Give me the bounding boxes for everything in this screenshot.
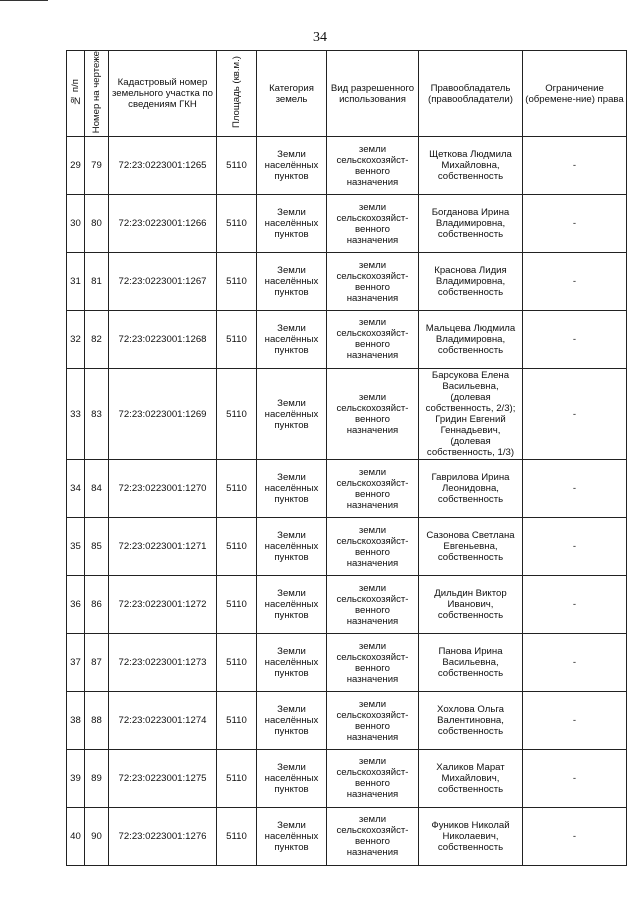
area-cell: 5110 — [217, 137, 257, 195]
table-row — [67, 460, 627, 518]
drawing-number-cell: 81 — [85, 253, 109, 311]
owner-cell: Барсукова Елена Васильевна, (долевая собственность, 2/3); Гридин Евгений Геннадьевич, (долевая собственность, 1/3) — [419, 368, 523, 459]
cadastral-number-cell: 72:23:0223001:1270 — [109, 460, 217, 518]
table-row — [67, 692, 627, 750]
area-cell: 5110 — [217, 576, 257, 634]
row-number-cell: 34 — [67, 460, 85, 518]
owner-cell: Панова Ирина Васильевна, собственность — [419, 634, 523, 692]
land-category-cell: Земли населённых пунктов — [257, 518, 327, 576]
table-row — [67, 137, 627, 195]
drawing-number-cell: 88 — [85, 692, 109, 750]
area-cell: 5110 — [217, 368, 257, 459]
row-number-cell: 31 — [67, 253, 85, 311]
owner-cell: Фуников Николай Николаевич, собственность — [419, 807, 523, 865]
row-number-cell: 40 — [67, 807, 85, 865]
area-cell: 5110 — [217, 750, 257, 808]
cadastral-number-cell: 72:23:0223001:1273 — [109, 634, 217, 692]
row-number-cell: 35 — [67, 518, 85, 576]
table-row — [67, 634, 627, 692]
land-category-cell: Земли населённых пунктов — [257, 750, 327, 808]
area-cell: 5110 — [217, 195, 257, 253]
permitted-use-cell: земли сельскохозяйст-венного назначения — [327, 518, 419, 576]
restriction-cell: - — [523, 807, 627, 865]
area-cell: 5110 — [217, 518, 257, 576]
restriction-cell: - — [523, 460, 627, 518]
drawing-number-cell: 86 — [85, 576, 109, 634]
restriction-cell: - — [523, 137, 627, 195]
land-category-cell: Земли населённых пунктов — [257, 195, 327, 253]
row-number-cell: 39 — [67, 750, 85, 808]
restriction-cell: - — [523, 311, 627, 369]
header-drawing-number: Номер на чертеже — [85, 51, 109, 137]
drawing-number-cell: 85 — [85, 518, 109, 576]
permitted-use-cell: земли сельскохозяйст-венного назначения — [327, 368, 419, 459]
cadastral-number-cell: 72:23:0223001:1269 — [109, 368, 217, 459]
table-row — [67, 807, 627, 865]
land-category-cell: Земли населённых пунктов — [257, 368, 327, 459]
area-cell: 5110 — [217, 253, 257, 311]
restriction-cell: - — [523, 518, 627, 576]
owner-cell: Мальцева Людмила Владимировна, собственность — [419, 311, 523, 369]
top-margin-rule — [0, 0, 48, 5]
cadastral-number-cell: 72:23:0223001:1272 — [109, 576, 217, 634]
restriction-cell: - — [523, 368, 627, 459]
land-category-cell: Земли населённых пунктов — [257, 576, 327, 634]
owner-cell: Гаврилова Ирина Леонидовна, собственность — [419, 460, 523, 518]
table-row — [67, 750, 627, 808]
area-cell: 5110 — [217, 311, 257, 369]
header-area: Площадь (кв.м.) — [217, 51, 257, 137]
drawing-number-cell: 82 — [85, 311, 109, 369]
row-number-cell: 29 — [67, 137, 85, 195]
drawing-number-cell: 89 — [85, 750, 109, 808]
drawing-number-cell: 87 — [85, 634, 109, 692]
permitted-use-cell: земли сельскохозяйст-венного назначения — [327, 195, 419, 253]
drawing-number-cell: 80 — [85, 195, 109, 253]
row-number-cell: 38 — [67, 692, 85, 750]
drawing-number-cell: 79 — [85, 137, 109, 195]
table-row — [67, 368, 627, 459]
restriction-cell: - — [523, 253, 627, 311]
row-number-cell: 37 — [67, 634, 85, 692]
row-number-cell: 30 — [67, 195, 85, 253]
owner-cell: Дильдин Виктор Иванович, собственность — [419, 576, 523, 634]
restriction-cell: - — [523, 692, 627, 750]
permitted-use-cell: земли сельскохозяйст-венного назначения — [327, 807, 419, 865]
permitted-use-cell: земли сельскохозяйст-венного назначения — [327, 137, 419, 195]
land-category-cell: Земли населённых пунктов — [257, 253, 327, 311]
area-cell: 5110 — [217, 692, 257, 750]
owner-cell: Халиков Марат Михайлович, собственность — [419, 750, 523, 808]
header-land-category: Категория земель — [257, 51, 327, 137]
land-category-cell: Земли населённых пунктов — [257, 634, 327, 692]
restriction-cell: - — [523, 750, 627, 808]
cadastral-number-cell: 72:23:0223001:1274 — [109, 692, 217, 750]
permitted-use-cell: земли сельскохозяйст-венного назначения — [327, 253, 419, 311]
cadastral-number-cell: 72:23:0223001:1265 — [109, 137, 217, 195]
header-number: № п/п — [67, 51, 85, 137]
page-number: 34 — [313, 30, 327, 45]
header-permitted-use: Вид разрешенного использования — [327, 51, 419, 137]
header-cadastral-number: Кадастровый номер земельного участка по сведениям ГКН — [109, 51, 217, 137]
cadastral-number-cell: 72:23:0223001:1276 — [109, 807, 217, 865]
drawing-number-cell: 83 — [85, 368, 109, 459]
owner-cell: Сазонова Светлана Евгеньевна, собственность — [419, 518, 523, 576]
permitted-use-cell: земли сельскохозяйст-венного назначения — [327, 311, 419, 369]
land-category-cell: Земли населённых пунктов — [257, 137, 327, 195]
area-cell: 5110 — [217, 460, 257, 518]
cadastral-number-cell: 72:23:0223001:1267 — [109, 253, 217, 311]
restriction-cell: - — [523, 634, 627, 692]
cadastral-number-cell: 72:23:0223001:1266 — [109, 195, 217, 253]
permitted-use-cell: земли сельскохозяйст-венного назначения — [327, 460, 419, 518]
row-number-cell: 32 — [67, 311, 85, 369]
cadastral-number-cell: 72:23:0223001:1268 — [109, 311, 217, 369]
cadastral-number-cell: 72:23:0223001:1275 — [109, 750, 217, 808]
row-number-cell: 33 — [67, 368, 85, 459]
land-category-cell: Земли населённых пунктов — [257, 807, 327, 865]
table-header-row — [67, 51, 627, 137]
owner-cell: Краснова Лидия Владимировна, собственность — [419, 253, 523, 311]
owner-cell: Богданова Ирина Владимировна, собственность — [419, 195, 523, 253]
permitted-use-cell: земли сельскохозяйст-венного назначения — [327, 750, 419, 808]
row-number-cell: 36 — [67, 576, 85, 634]
land-category-cell: Земли населённых пунктов — [257, 311, 327, 369]
restriction-cell: - — [523, 195, 627, 253]
owner-cell: Щеткова Людмила Михайловна, собственность — [419, 137, 523, 195]
owner-cell: Хохлова Ольга Валентиновна, собственность — [419, 692, 523, 750]
area-cell: 5110 — [217, 634, 257, 692]
table-row — [67, 253, 627, 311]
land-plots-table — [66, 50, 627, 866]
table-row — [67, 518, 627, 576]
permitted-use-cell: земли сельскохозяйст-венного назначения — [327, 576, 419, 634]
table-row — [67, 311, 627, 369]
table-row — [67, 576, 627, 634]
table-row — [67, 195, 627, 253]
land-category-cell: Земли населённых пунктов — [257, 460, 327, 518]
permitted-use-cell: земли сельскохозяйст-венного назначения — [327, 634, 419, 692]
header-owner: Правообладатель (правообладатели) — [419, 51, 523, 137]
drawing-number-cell: 84 — [85, 460, 109, 518]
area-cell: 5110 — [217, 807, 257, 865]
header-restriction: Ограничение (обремене-ние) права — [523, 51, 627, 137]
land-category-cell: Земли населённых пунктов — [257, 692, 327, 750]
drawing-number-cell: 90 — [85, 807, 109, 865]
cadastral-number-cell: 72:23:0223001:1271 — [109, 518, 217, 576]
restriction-cell: - — [523, 576, 627, 634]
permitted-use-cell: земли сельскохозяйст-венного назначения — [327, 692, 419, 750]
